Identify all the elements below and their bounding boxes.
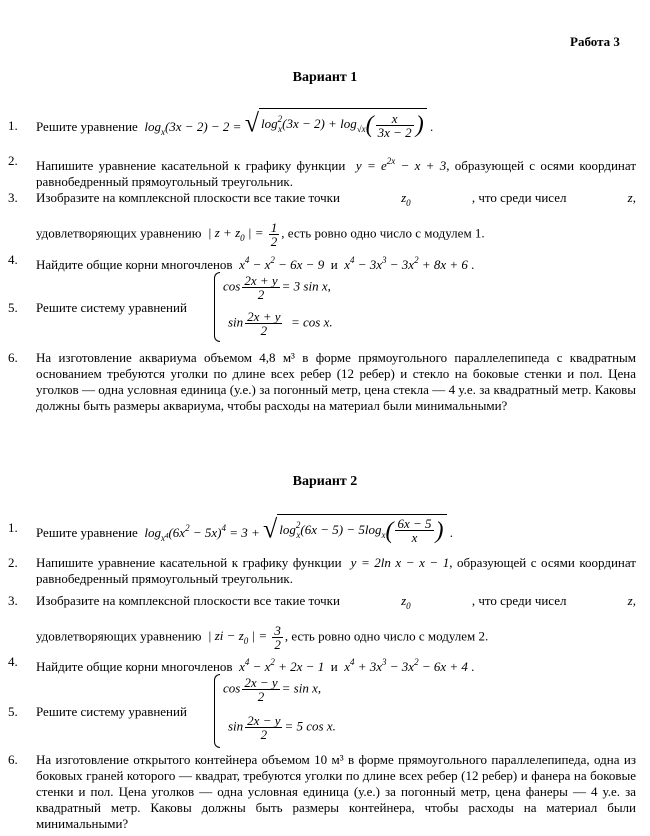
work-label: Работа 3	[570, 34, 620, 49]
problem-text: Напишите уравнение касательной к графику функции $y = e^{2x} - x + 3$, образующей с осями координат равнобедренный прямоугольный треугольник.	[36, 156, 637, 189]
system-eq-1: cos $\frac{2x - y}{2}$ = sin x,	[223, 675, 322, 704]
v1-problem-4	[8, 252, 636, 270]
function-formula: y = 2ln x − x − 1	[346, 555, 450, 570]
var-z: z,	[627, 593, 636, 608]
system-eq-2: sin $\frac{2x + y}{2}$ = cos x.	[228, 309, 333, 338]
v1-problem-6	[8, 350, 636, 434]
problem-number: 5.	[8, 704, 18, 719]
var-z: z,	[627, 190, 636, 205]
polynomial-2: $x^4 + 3x^3 - 3x^2 - 6x + 4$	[340, 657, 468, 674]
v1-problem-1	[8, 108, 636, 142]
problem-number: 5.	[8, 300, 18, 315]
problem-number: 2.	[8, 153, 18, 168]
problem-number: 6.	[8, 752, 18, 767]
v1-problem-5	[8, 270, 636, 344]
problem-text: Решите уравнение $\log_x(3x - 2) - 2$ = √ $\log^2_x(3x - 2) + \log_{√x}$( $\frac{x}{3x - 2}$ ) .	[36, 108, 434, 140]
system-eq-1: cos $\frac{2x + y}{2}$ = 3 sin x,	[223, 273, 331, 302]
problem-number: 3.	[8, 593, 18, 608]
problem-number: 1.	[8, 520, 18, 535]
problem-number: 2.	[8, 555, 18, 570]
polynomial-1: $x^4 - x^2 + 2x - 1$	[235, 657, 328, 674]
variant-1-title: Вариант 1	[292, 70, 358, 85]
problem-text: На изготовление открытого контейнера объемом 10 м³ в форме прямоугольного параллелепипеда, одна из боковых граней которого — квадрат, требуются уголки по длине всех ребер (12 ребер) и фанера на боковые стенки и пол. Цена уголков — одна условная единица (у.е.) за погонный метр, цена фанеры — 4 у.е. за квадратный метр. Каковы должны быть размеры контейнера, чтобы расходы на материал были минимальными?	[36, 752, 636, 831]
v2-problem-1	[8, 512, 636, 544]
problem-text: Изобразите на комплексной плоскости все такие точки $z_0$ , что среди чисел z, удовлетворяющих уравнению | zi − $z_0$ | = $\frac{3}{2}$ , есть ровно одно число с модулем 2.	[36, 593, 636, 652]
problem-text: Найдите общие корни многочленов $x^4 - x^2 + 2x - 1$ и $x^4 + 3x^3 - 3x^2 - 6x + 4$ .	[36, 657, 475, 674]
condition: | zi − $z_0$ | = $\frac{3}{2}$	[204, 623, 281, 652]
system-brace	[214, 272, 220, 342]
polynomial-2: $x^4 - 3x^3 - 3x^2 + 8x + 6$	[340, 255, 468, 272]
v1-problem-3	[8, 190, 636, 249]
problem-text: Найдите общие корни многочленов $x^4 - x^2 - 6x - 9$ и $x^4 - 3x^3 - 3x^2 + 8x + 6$ .	[36, 255, 475, 272]
v2-problem-6	[8, 752, 636, 836]
problem-text: Изобразите на комплексной плоскости все такие точки $z_0$ , что среди чисел z, удовлетворяющих уравнению | $z + z_0$ | = $\frac{1}{2}$ , есть ровно одно число с модулем 1.	[36, 190, 636, 249]
problem-number: 6.	[8, 350, 18, 365]
v2-problem-4	[8, 654, 636, 672]
problem-number: 3.	[8, 190, 18, 205]
point-z0: $z_0$	[401, 593, 411, 611]
variant-2-title: Вариант 2	[292, 474, 358, 489]
system-brace	[214, 674, 220, 748]
equation: $\log_x(3x - 2) - 2$ = √ $\log^2_x(3x - 2) + \log_{√x}$( $\frac{x}{3x - 2}$ )	[141, 119, 430, 134]
problem-text: На изготовление аквариума объемом 4,8 м³ в форме прямоугольного параллелепипеда с квадратным основанием требуются уголки по длине всех ребер (12 ребер) и стекло на боковые стенки и пол. Цена уголков — одна условная единица (у.е.) за погонный метр, цена стекла — 4 у.е. за квадратный метр. Каковы должны быть размеры аквариума, чтобы расходы на материал были минимальными?	[36, 350, 636, 413]
problem-text: Решите систему уравнений	[36, 300, 187, 315]
problem-number: 4.	[8, 654, 18, 669]
problem-text: Решите систему уравнений	[36, 704, 187, 719]
v2-problem-5	[8, 672, 636, 750]
problem-number: 4.	[8, 252, 18, 267]
point-z0: $z_0$	[401, 190, 411, 208]
v2-problem-2	[8, 555, 636, 589]
condition: | $z + z_0$ | = $\frac{1}{2}$	[204, 220, 278, 249]
v2-problem-3	[8, 593, 636, 652]
system-eq-2: sin $\frac{2x - y}{2}$ = 5 cos x.	[228, 713, 336, 742]
problem-number: 1.	[8, 118, 18, 133]
equation: $\log_{x^4}(6x^2 - 5x)^4 = 3$ + √ $\log^2_x(6x - 5) - 5\log_x$( $\frac{6x - 5}{x}$ )	[141, 525, 450, 540]
function-formula: $y = e^{2x} - x + 3$	[350, 156, 447, 173]
problem-text: Решите уравнение $\log_{x^4}(6x^2 - 5x)^4 = 3$ + √ $\log^2_x(6x - 5) - 5\log_x$( $\frac{6x - 5}{x}$ ) .	[36, 514, 454, 546]
polynomial-1: $x^4 - x^2 - 6x - 9$	[235, 255, 328, 272]
v1-problem-2	[8, 153, 636, 187]
problem-text: Напишите уравнение касательной к графику функции y = 2ln x − x − 1, образующей с осями координат равнобедренный прямоугольный треугольник.	[36, 555, 636, 586]
